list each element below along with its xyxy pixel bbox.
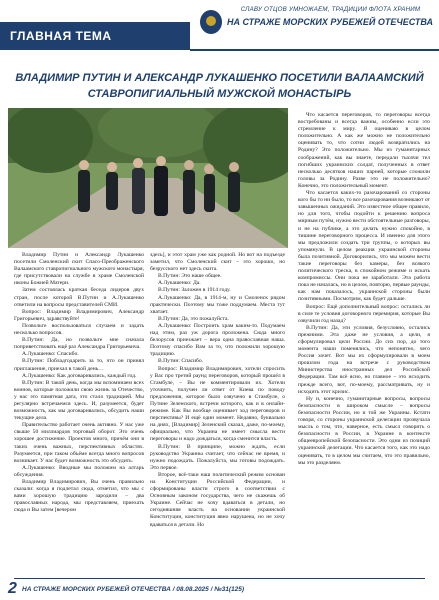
paragraph: Владимир Путин и Александр Лукашенко посетили Смоленский скит Спасо-Преображенского Валаамского ставропигиального мужского монастыря, где присутствовали на службе в храме Смоленской иконы Божией Матери. [14,252,144,287]
paragraph: Вопрос: Владимир Владимирович, хотели спросить у Вас про третий раунд переговоров, который прошёл в Стамбуле, – Вы не комментировали их. Хотели уточнить, получен ли ответ от Киева по поводу предложения, которое было озвучено в Стамбуле, о Путине Зеленского, встречи которого, как и в онлайн-режиме. Как Вы вообще оценивает ход переговоров и перспективы? И ещё один момент. Недавно, буквально на днях, [Владимир] Зеленский сказал, даже, по-моему, официально, что Украина не имеет смысла вести переговоры и надо дождаться, когда сменится власть. [150,365,285,443]
header-motto: СЛАВУ ОТЦОВ УМНОЖАЕМ, ТРАДИЦИИ ФЛОТА ХРАНИМ [240,6,421,13]
header-rule [190,49,439,51]
paragraph: Правительство работает очень активно. У нас уже свыше 50 миллиардов торговый оборот. Это очень хорошее достижение. Проектов много, причём они в таких очень важных, перспективных областях. Разумеется, при таком объёме всегда много вопросов возникает. У нас будет возможность это обсудить. [14,422,144,464]
rubric-label: ГЛАВНАЯ ТЕМА [10,29,112,43]
footer-issue-info: НА СТРАЖЕ МОРСКИХ РУБЕЖЕЙ ОТЕЧЕСТВА / 08.08.2025 / №31(125) [22,586,245,593]
paragraph: Второе, всё-таки наш политический режим основан на Конституции Российской Федерации, и сформированы власти строго в соответствии с Основным законом государства, чего не скажешь об Украине. Сейчас не хочу вдаваться в детали, но сегодняшняя власть на основании украинской Конституции, конституция явно нарушена, но не хочу вдаваться в детали. Но [150,471,285,528]
paragraph: Что касается каких-то разочарований со стороны кого бы то ни было, то все разочарования возникают от завышенных ожиданий. Это известное общее правило, но для того, чтобы подойти к решению вопроса мирным путём, нужно вести обстоятельные разговоры, и не на публике, а это делать нужно спокойно, в тишине переговорного процесса. И именно для этого мы предложили создать три группы, о которых вы упомянули. В целом реакция украинской стороны была позитивной. Договорились, что мы можем вести такие переговоры без камеры, без всякого политического треска, в спокойном режиме и искать компромиссы. Они пока не заработали. Эта работа пока не началась, но в целом, повторю, первые раунды, как нам показалось, украинской стороны были позитивными. Посмотрим, как будет дальше. [298,190,430,303]
paragraph: А.Лукашенко: Да. [158,280,201,287]
page-number: 2 [8,580,17,597]
page-header [0,0,439,57]
text-column-1 [14,252,144,514]
paragraph: Вопрос: Владимир Владимирович, Александр Григорьевич, здравствуйте! [14,308,144,322]
paragraph: А.Лукашенко: Построить храм каким-то. Подумаем над этим, раз уж дорога проложена. Сюда много белорусов приезжает – вера одна православная наша. Поэтому спасибо Вам за то, что положили хорошую традицию. [150,322,285,358]
article-photo [8,108,288,248]
paragraph: В.Путин: Да, это пожалуйста. [158,315,229,322]
newspaper-name: НА СТРАЖЕ МОРСКИХ РУБЕЖЕЙ ОТЕЧЕСТВА [226,17,434,27]
photo-illustration [8,108,288,248]
paragraph: А.Лукашенко: Да, в 1914-м, ну и Смоленск рядом практически. Поэтому мы тоже поддумаем. Места тут хватает. [150,294,285,315]
text-column-2 [150,252,285,529]
navy-emblem-icon [200,10,222,34]
article-headline: ВЛАДИМИР ПУТИН И АЛЕКСАНДР ЛУКАШЕНКО ПОСЕТИЛИ ВАЛААМСКИЙ СТАВРОПИГИАЛЬНЫЙ МУЖСКОЙ МОНАСТЫРЬ [15,72,424,100]
paragraph: В.Путин: Заложен в 1914 году. [158,287,231,294]
paragraph: В.Путин: Да, но позвольте мне сначала поприветствовать ещё раз Александра Григорьевича. [14,337,144,351]
paragraph: В.Путин: Да, эти условия, безусловно, остались прежними. Эта даже не условия, а цели, я сформулировал цели России. До сих пор, до того момента наши поменялись, что непонятно, чего Россия хочет. Вот мы их сформулировали в моем прошлом года на встрече с руководством Министерства иностранных дел Российской Федерации. Там всё ясно, но главное – это исходить прежде всего, вот, по-моему, рассматривать, ну и исходить этот кризис. [298,324,430,395]
paragraph: Затем состоялась краткая беседа лидеров двух стран, после которой В.Путин и А.Лукашенко ответили на вопросы представителей СМИ. [14,287,144,308]
page-footer [0,575,439,600]
paragraph: А.Лукашенко: Как договаривались, каждый год. [22,372,137,379]
paragraph: А.Лукашенко: Вводные мы положим на алтарь обсуждения. [14,464,144,478]
paragraph: Ну и, конечно, гуманитарные вопросы, вопросы безопасности в широком смысле – вопросы безопасности России, но и той же Украины. Кстати говоря, со стороны украинской делегации прозвучала мысль о том, что, наверное, есть смысл говорить о безопасности в России, в Украине в контексте общеевропейской безопасности. Это одни из позиций украинской делегации. Что касается того, как это надо оценивать, то в целом мы считаем, что это правильно, мы это разделяем. [298,395,430,466]
text-column-3 [298,112,430,467]
paragraph: А.Лукашенко: Спасибо. [22,351,79,358]
paragraph: Что касается переговоров, то переговоры всегда востребованы и всегда важны, особенно если это стремление к миру. Я оцениваю в целом положительно. А как же можно не положительно оценивать то, что сотни людей возвратились на Родину? Это положительно. Мы из гуманитарных соображений, как вы знаете, передали тысячи тел погибших украинских солдат, полученных в ответ несколько десятков наших парней, которые сложили головы за Родину. Разве это не положительно? Конечно, это положительный момент. [298,112,430,189]
paragraph: В.Путин: Спасибо. [158,358,204,365]
paragraph: В.Путин: Побладгодарить за то, что он принял приглашение, приехал в такой день… [14,358,144,372]
footer-rule [14,578,425,579]
paragraph: В.Путин: Это наше общее. [158,273,222,280]
paragraph: Позвольте воспользоваться случаем и задать несколько вопросов. [14,322,144,337]
section-rubric [0,22,190,50]
paragraph: Вопрос: Ещё дополнительный вопрос: остались ли в силе те условия договорного перемирия, которые Вы озвучили год назад? [298,303,430,324]
paragraph: здесь], и этот храм уже как родной. Но вот на подъезде заметил, что Смоленский скит – это хорошо, но безрусского нет здесь скита. [150,252,285,273]
paragraph: В.Путин: В такой день, когда мы вспоминаем всех воинов, которые положили свою жизнь за Отечество, у нас это памятная дата, это стало традицией. Мы регулярно встречаемся здесь. И, разумеется, будет возможность, как мы договаривались, обсудить наши текущие дела. [14,379,144,422]
paragraph: В.Путин: В принципе, можно ждать, если руководство Украины считает, что сейчас не время, и нужно подождать. Пожалуйста, мы готовы подождать. Это первое. [150,443,285,471]
paragraph: Владимир Владимирович, Вы очень правильно сказали: когда я подлетал сюда, отметил, что мы с вами хорошую традицию зародили – два православных народа, мы представляем, приехать сюда и Вы затем [вечером [14,479,144,514]
